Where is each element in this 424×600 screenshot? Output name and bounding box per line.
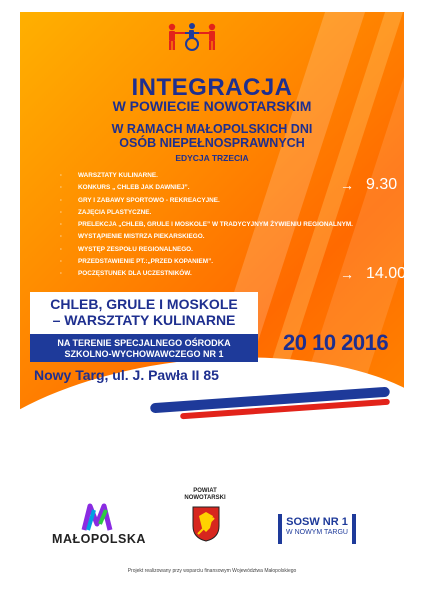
program-item: · PRZEDSTAWIENIE PT.:„PRZED KOPANIEM”. (60, 256, 340, 268)
start-time (340, 176, 397, 194)
end-time-value: 14.00 (366, 265, 407, 282)
malopolska-logo (44, 500, 154, 560)
start-time-value: 9.30 (366, 176, 398, 193)
program-item: · POCZĘSTUNEK DLA UCZESTNIKÓW. (60, 268, 340, 280)
malopolska-logo-text: MAŁOPOLSKA (52, 532, 146, 546)
program-item: · WYSTĄPIENIE MISTRZA PIEKARSKIEGO. (60, 231, 340, 243)
program-item: · WARSZTATY KULINARNE. (60, 170, 340, 182)
edition-label: EDYCJA TRZECIA (175, 153, 249, 163)
coat-of-arms-icon (192, 506, 220, 542)
program-item: · GRY I ZABAWY SPORTOWO - REKREACYJNE. (60, 195, 340, 207)
poster-title: INTEGRACJA (131, 74, 293, 101)
powiat-line: POWIAT (193, 488, 217, 494)
sosw-logo-title: SOSW NR 1 (286, 516, 348, 528)
event-address: Nowy Targ, ul. J. Pawła II 85 (34, 367, 219, 383)
program-item: · WYSTĘP ZESPOŁU REGIONALNEGO. (60, 244, 340, 256)
program-item: · ZAJĘCIA PLASTYCZNE. (60, 207, 340, 219)
event-date: 20 10 2016 (283, 330, 389, 355)
venue-line: NA TERENIE SPECJALNEGO OŚRODKA (57, 338, 231, 348)
highlight-line: – WARSZTATY KULINARNE (52, 312, 236, 328)
program-list (60, 170, 353, 281)
sosw-logo (278, 514, 356, 544)
arrow-right-icon: → (340, 266, 354, 282)
workshop-highlight-box (30, 292, 258, 334)
program-item: · KONKURS „ CHLEB JAK DAWNIEJ”. (60, 182, 340, 194)
venue-line: SZKOLNO-WYCHOWAWCZEGO NR 1 (64, 349, 224, 359)
sosw-logo-subtitle: W NOWYM TARGU (286, 529, 348, 536)
poster-subtitle-line: OSÓB NIEPEŁNOSPRAWNYCH (119, 136, 305, 150)
venue-box (30, 334, 258, 362)
end-time (340, 265, 406, 283)
highlight-line: CHLEB, GRULE I MOSKOLE (50, 296, 238, 312)
integration-people-icon (166, 22, 218, 52)
poster-subtitle-line: W RAMACH MAŁOPOLSKICH DNI (111, 122, 313, 136)
arrow-right-icon: → (340, 177, 354, 193)
poster-subtitle: W POWIECIE NOWOTARSKIM (112, 98, 312, 114)
program-item: · PRELEKCJA „CHLEB, GRULE I MOSKOLE” W TRADYCYJNYM ŻYWIENIU REGIONALNYM. (60, 219, 340, 231)
powiat-label (175, 488, 235, 502)
funding-footer: Projekt realizowany przy wsparciu finansowym Województwa Małopolskiego (127, 568, 297, 574)
powiat-line: NOWOTARSKI (184, 495, 226, 501)
